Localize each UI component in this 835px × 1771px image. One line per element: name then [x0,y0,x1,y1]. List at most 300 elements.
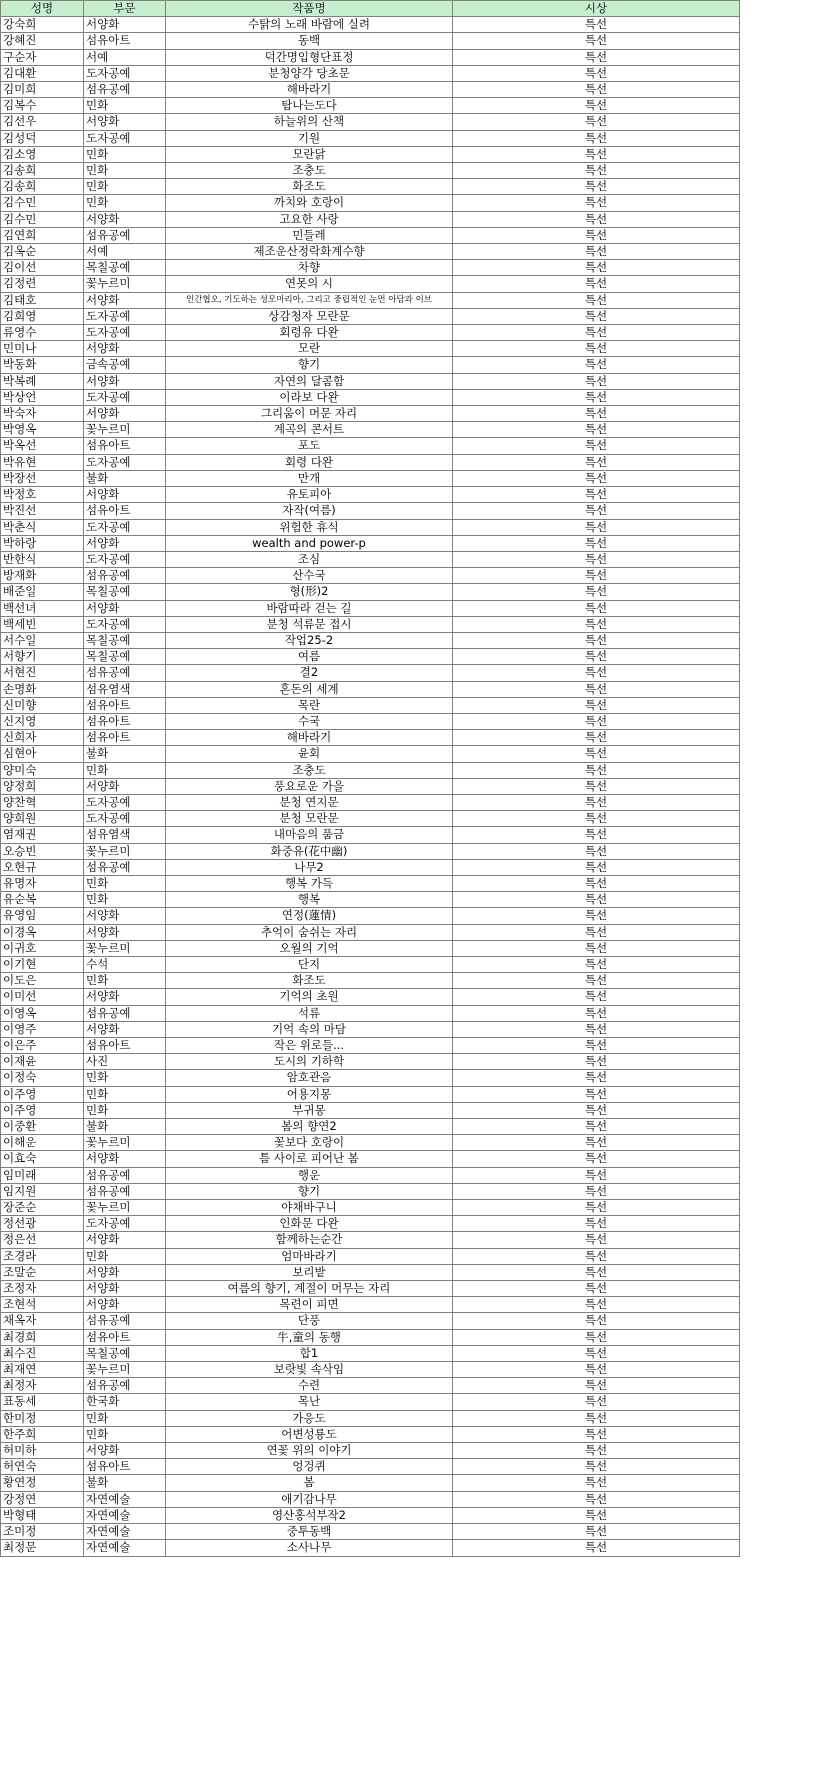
cell-name[interactable]: 유영임 [1,908,84,924]
cell-category[interactable]: 서양화 [84,600,166,616]
cell-title[interactable]: 까치와 호랑이 [166,195,453,211]
cell-name[interactable]: 박영옥 [1,422,84,438]
cell-name[interactable]: 양찬혁 [1,794,84,810]
cell-title[interactable]: 작업25-2 [166,632,453,648]
cell-title[interactable]: 조심 [166,551,453,567]
cell-category[interactable]: 민화 [84,762,166,778]
cell-name[interactable]: 박복례 [1,373,84,389]
cell-title[interactable]: wealth and power-p [166,535,453,551]
cell-title[interactable]: 도시의 기하학 [166,1054,453,1070]
cell-name[interactable]: 정선광 [1,1216,84,1232]
cell-category[interactable]: 목칠공예 [84,584,166,600]
cell-name[interactable]: 김송희 [1,163,84,179]
cell-title[interactable]: 이라보 다완 [166,389,453,405]
cell-category[interactable]: 꽃누르미 [84,276,166,292]
cell-award[interactable]: 특선 [453,1313,740,1329]
header-category[interactable]: 부문 [84,1,166,17]
cell-name[interactable]: 조경라 [1,1248,84,1264]
cell-title[interactable]: 수련 [166,1378,453,1394]
cell-award[interactable]: 특선 [453,1119,740,1135]
cell-category[interactable]: 섬유아트 [84,1038,166,1054]
cell-name[interactable]: 김미희 [1,82,84,98]
cell-category[interactable]: 섬유염색 [84,827,166,843]
cell-name[interactable]: 양미숙 [1,762,84,778]
cell-name[interactable]: 박춘식 [1,519,84,535]
cell-category[interactable]: 도자공예 [84,1216,166,1232]
cell-title[interactable]: 풍요로운 가을 [166,778,453,794]
cell-award[interactable]: 특선 [453,487,740,503]
cell-name[interactable]: 김대환 [1,65,84,81]
cell-name[interactable]: 김이선 [1,260,84,276]
cell-name[interactable]: 이도은 [1,973,84,989]
cell-title[interactable]: 목란 [166,697,453,713]
cell-award[interactable]: 특선 [453,989,740,1005]
cell-award[interactable]: 특선 [453,956,740,972]
cell-category[interactable]: 목칠공예 [84,260,166,276]
cell-category[interactable]: 서양화 [84,778,166,794]
cell-name[interactable]: 이기현 [1,956,84,972]
cell-title[interactable]: 내마음의 품금 [166,827,453,843]
cell-award[interactable]: 특선 [453,179,740,195]
cell-title[interactable]: 화조도 [166,973,453,989]
cell-award[interactable]: 특선 [453,1102,740,1118]
header-name[interactable]: 성명 [1,1,84,17]
cell-name[interactable]: 박장선 [1,470,84,486]
cell-award[interactable]: 특선 [453,1151,740,1167]
cell-name[interactable]: 김수민 [1,195,84,211]
cell-name[interactable]: 박상언 [1,389,84,405]
cell-name[interactable]: 신희자 [1,730,84,746]
cell-title[interactable]: 합1 [166,1345,453,1361]
cell-category[interactable]: 섬유염색 [84,681,166,697]
cell-name[interactable]: 염재권 [1,827,84,843]
cell-award[interactable]: 특선 [453,1491,740,1507]
cell-award[interactable]: 특선 [453,568,740,584]
cell-award[interactable]: 특선 [453,211,740,227]
cell-name[interactable]: 박형태 [1,1507,84,1523]
cell-category[interactable]: 서양화 [84,17,166,33]
cell-title[interactable]: 만개 [166,470,453,486]
cell-category[interactable]: 도자공예 [84,519,166,535]
cell-award[interactable]: 특선 [453,1329,740,1345]
cell-award[interactable]: 특선 [453,1507,740,1523]
cell-title[interactable]: 단풍 [166,1313,453,1329]
cell-category[interactable]: 서양화 [84,924,166,940]
cell-category[interactable]: 섬유공예 [84,665,166,681]
cell-award[interactable]: 특선 [453,114,740,130]
cell-name[interactable]: 조정자 [1,1281,84,1297]
cell-name[interactable]: 조말순 [1,1264,84,1280]
cell-name[interactable]: 이영주 [1,1021,84,1037]
cell-name[interactable]: 이주영 [1,1086,84,1102]
cell-title[interactable]: 인화문 다완 [166,1216,453,1232]
cell-title[interactable]: 화조도 [166,179,453,195]
cell-title[interactable]: 그리움이 머문 자리 [166,406,453,422]
cell-name[interactable]: 서현진 [1,665,84,681]
cell-name[interactable]: 김정련 [1,276,84,292]
cell-award[interactable]: 특선 [453,551,740,567]
cell-title[interactable]: 단지 [166,956,453,972]
cell-category[interactable]: 민화 [84,98,166,114]
cell-name[interactable]: 유명자 [1,875,84,891]
cell-title[interactable]: 오월의 기억 [166,940,453,956]
cell-category[interactable]: 자연예술 [84,1524,166,1540]
cell-name[interactable]: 이경옥 [1,924,84,940]
cell-award[interactable]: 특선 [453,730,740,746]
cell-name[interactable]: 이재윤 [1,1054,84,1070]
cell-title[interactable]: 엉겅퀴 [166,1459,453,1475]
header-award[interactable]: 시상 [453,1,740,17]
cell-name[interactable]: 신지영 [1,713,84,729]
cell-title[interactable]: 애기감나무 [166,1491,453,1507]
cell-title[interactable]: 여름의 향기, 계절이 머무는 자리 [166,1281,453,1297]
cell-title[interactable]: 모란 [166,341,453,357]
cell-title[interactable]: 연못의 시 [166,276,453,292]
cell-award[interactable]: 특선 [453,503,740,519]
cell-award[interactable]: 특선 [453,292,740,308]
cell-name[interactable]: 백선녀 [1,600,84,616]
cell-category[interactable]: 불화 [84,1475,166,1491]
cell-title[interactable]: 결2 [166,665,453,681]
cell-award[interactable]: 특선 [453,1264,740,1280]
cell-award[interactable]: 특선 [453,519,740,535]
cell-name[interactable]: 이주영 [1,1102,84,1118]
cell-award[interactable]: 특선 [453,843,740,859]
cell-title[interactable]: 해바라기 [166,82,453,98]
cell-name[interactable]: 백세빈 [1,616,84,632]
cell-category[interactable]: 민화 [84,892,166,908]
cell-title[interactable]: 자연의 달콤함 [166,373,453,389]
cell-category[interactable]: 도자공예 [84,811,166,827]
cell-name[interactable]: 허연숙 [1,1459,84,1475]
cell-award[interactable]: 특선 [453,82,740,98]
cell-title[interactable]: 추억이 숨쉬는 자리 [166,924,453,940]
cell-category[interactable]: 서양화 [84,292,166,308]
cell-award[interactable]: 특선 [453,973,740,989]
cell-award[interactable]: 특선 [453,1378,740,1394]
cell-award[interactable]: 특선 [453,827,740,843]
cell-title[interactable]: 자작(여름) [166,503,453,519]
cell-category[interactable]: 서양화 [84,1281,166,1297]
cell-category[interactable]: 민화 [84,1248,166,1264]
cell-award[interactable]: 특선 [453,535,740,551]
cell-title[interactable]: 혼돈의 세계 [166,681,453,697]
cell-name[interactable]: 조미정 [1,1524,84,1540]
cell-award[interactable]: 특선 [453,600,740,616]
cell-category[interactable]: 불화 [84,1119,166,1135]
cell-category[interactable]: 섬유공예 [84,82,166,98]
cell-category[interactable]: 섬유공예 [84,1167,166,1183]
cell-title[interactable]: 분청 모란문 [166,811,453,827]
cell-name[interactable]: 방재화 [1,568,84,584]
cell-title[interactable]: 가응도 [166,1410,453,1426]
cell-name[interactable]: 오현규 [1,859,84,875]
cell-title[interactable]: 소사나무 [166,1540,453,1556]
cell-name[interactable]: 박숙자 [1,406,84,422]
cell-title[interactable]: 여름 [166,649,453,665]
cell-title[interactable]: 기억의 초원 [166,989,453,1005]
cell-title[interactable]: 인간협오, 기도하는 성모마리아, 그리고 중립적인 눈먼 아담과 이브 [166,292,453,308]
cell-title[interactable]: 회령 다완 [166,454,453,470]
cell-award[interactable]: 특선 [453,1005,740,1021]
cell-title[interactable]: 해바라기 [166,730,453,746]
cell-title[interactable]: 牛,童의 동행 [166,1329,453,1345]
cell-award[interactable]: 특선 [453,17,740,33]
cell-category[interactable]: 꽃누르미 [84,843,166,859]
cell-category[interactable]: 섬유아트 [84,713,166,729]
cell-title[interactable]: 행복 가득 [166,875,453,891]
cell-award[interactable]: 특선 [453,584,740,600]
cell-name[interactable]: 최정문 [1,1540,84,1556]
cell-award[interactable]: 특선 [453,33,740,49]
cell-category[interactable]: 목칠공예 [84,649,166,665]
cell-award[interactable]: 특선 [453,163,740,179]
cell-award[interactable]: 특선 [453,665,740,681]
cell-category[interactable]: 서양화 [84,487,166,503]
cell-award[interactable]: 특선 [453,1086,740,1102]
cell-title[interactable]: 분청 연지문 [166,794,453,810]
cell-award[interactable]: 특선 [453,1443,740,1459]
cell-category[interactable]: 도자공예 [84,454,166,470]
cell-category[interactable]: 도자공예 [84,389,166,405]
cell-category[interactable]: 수석 [84,956,166,972]
cell-category[interactable]: 섬유아트 [84,697,166,713]
cell-name[interactable]: 김수민 [1,211,84,227]
cell-name[interactable]: 최정자 [1,1378,84,1394]
header-title[interactable]: 작품명 [166,1,453,17]
cell-award[interactable]: 특선 [453,65,740,81]
cell-category[interactable]: 서예 [84,49,166,65]
cell-title[interactable]: 위험한 휴식 [166,519,453,535]
cell-category[interactable]: 서양화 [84,114,166,130]
cell-title[interactable]: 행복 [166,892,453,908]
cell-title[interactable]: 하늘위의 산책 [166,114,453,130]
cell-name[interactable]: 이귀호 [1,940,84,956]
cell-category[interactable]: 꽃누르미 [84,940,166,956]
cell-name[interactable]: 배준일 [1,584,84,600]
cell-title[interactable]: 꽃보다 호랑이 [166,1135,453,1151]
cell-category[interactable]: 사진 [84,1054,166,1070]
cell-title[interactable]: 향기 [166,1183,453,1199]
cell-title[interactable]: 행운 [166,1167,453,1183]
cell-name[interactable]: 이중환 [1,1119,84,1135]
cell-category[interactable]: 섬유공예 [84,859,166,875]
cell-title[interactable]: 조충도 [166,762,453,778]
cell-name[interactable]: 조현석 [1,1297,84,1313]
cell-award[interactable]: 특선 [453,1410,740,1426]
cell-award[interactable]: 특선 [453,308,740,324]
cell-award[interactable]: 특선 [453,244,740,260]
cell-name[interactable]: 박옥선 [1,438,84,454]
cell-name[interactable]: 표동세 [1,1394,84,1410]
cell-category[interactable]: 민화 [84,163,166,179]
cell-name[interactable]: 김태호 [1,292,84,308]
cell-title[interactable]: 목난 [166,1394,453,1410]
cell-title[interactable]: 윤회 [166,746,453,762]
cell-award[interactable]: 특선 [453,1475,740,1491]
cell-name[interactable]: 박유현 [1,454,84,470]
cell-category[interactable]: 민화 [84,195,166,211]
cell-award[interactable]: 특선 [453,1216,740,1232]
cell-name[interactable]: 류영수 [1,325,84,341]
cell-award[interactable]: 특선 [453,1426,740,1442]
cell-name[interactable]: 박하랑 [1,535,84,551]
cell-category[interactable]: 목칠공예 [84,632,166,648]
cell-name[interactable]: 양정희 [1,778,84,794]
cell-category[interactable]: 민화 [84,179,166,195]
cell-title[interactable]: 봄 [166,1475,453,1491]
cell-name[interactable]: 김선우 [1,114,84,130]
cell-name[interactable]: 김연희 [1,227,84,243]
cell-award[interactable]: 특선 [453,811,740,827]
cell-name[interactable]: 양희원 [1,811,84,827]
cell-award[interactable]: 특선 [453,1038,740,1054]
cell-category[interactable]: 섬유공예 [84,1183,166,1199]
cell-name[interactable]: 유순복 [1,892,84,908]
cell-category[interactable]: 서양화 [84,1297,166,1313]
cell-category[interactable]: 서양화 [84,1443,166,1459]
cell-category[interactable]: 목칠공예 [84,1345,166,1361]
cell-award[interactable]: 특선 [453,1281,740,1297]
cell-award[interactable]: 특선 [453,1459,740,1475]
cell-award[interactable]: 특선 [453,762,740,778]
cell-award[interactable]: 특선 [453,422,740,438]
cell-award[interactable]: 특선 [453,1200,740,1216]
cell-title[interactable]: 회령유 다완 [166,325,453,341]
cell-award[interactable]: 특선 [453,389,740,405]
cell-title[interactable]: 형(形)2 [166,584,453,600]
cell-award[interactable]: 특선 [453,276,740,292]
cell-award[interactable]: 특선 [453,681,740,697]
cell-category[interactable]: 도자공예 [84,308,166,324]
cell-category[interactable]: 섬유공예 [84,227,166,243]
cell-title[interactable]: 포도 [166,438,453,454]
cell-category[interactable]: 민화 [84,973,166,989]
cell-category[interactable]: 섬유아트 [84,1459,166,1475]
cell-name[interactable]: 임지원 [1,1183,84,1199]
cell-award[interactable]: 특선 [453,1183,740,1199]
cell-name[interactable]: 허미하 [1,1443,84,1459]
cell-title[interactable]: 고요한 사랑 [166,211,453,227]
cell-category[interactable]: 서양화 [84,406,166,422]
cell-category[interactable]: 민화 [84,1410,166,1426]
cell-title[interactable]: 분청 석류문 접시 [166,616,453,632]
cell-award[interactable]: 특선 [453,794,740,810]
cell-name[interactable]: 민미나 [1,341,84,357]
cell-category[interactable]: 꽃누르미 [84,1135,166,1151]
cell-award[interactable]: 특선 [453,195,740,211]
cell-name[interactable]: 김복수 [1,98,84,114]
cell-category[interactable]: 서양화 [84,1232,166,1248]
cell-title[interactable]: 덕간명입형단표정 [166,49,453,65]
cell-name[interactable]: 박진선 [1,503,84,519]
cell-category[interactable]: 금속공예 [84,357,166,373]
cell-category[interactable]: 도자공예 [84,325,166,341]
cell-name[interactable]: 김소영 [1,146,84,162]
cell-award[interactable]: 특선 [453,1232,740,1248]
cell-category[interactable]: 자연예술 [84,1507,166,1523]
cell-title[interactable]: 틈 사이로 피어난 봄 [166,1151,453,1167]
cell-award[interactable]: 특선 [453,697,740,713]
cell-category[interactable]: 꽃누르미 [84,1200,166,1216]
cell-award[interactable]: 특선 [453,325,740,341]
cell-award[interactable]: 특선 [453,373,740,389]
cell-category[interactable]: 민화 [84,1102,166,1118]
cell-award[interactable]: 특선 [453,649,740,665]
cell-name[interactable]: 김송희 [1,179,84,195]
cell-title[interactable]: 중투동백 [166,1524,453,1540]
cell-name[interactable]: 박정호 [1,487,84,503]
cell-name[interactable]: 심현아 [1,746,84,762]
cell-name[interactable]: 반한식 [1,551,84,567]
cell-name[interactable]: 한주희 [1,1426,84,1442]
cell-name[interactable]: 임미래 [1,1167,84,1183]
cell-name[interactable]: 김희영 [1,308,84,324]
cell-title[interactable]: 탐나는도다 [166,98,453,114]
cell-name[interactable]: 한미정 [1,1410,84,1426]
cell-name[interactable]: 최경희 [1,1329,84,1345]
cell-name[interactable]: 최수진 [1,1345,84,1361]
cell-name[interactable]: 이은주 [1,1038,84,1054]
cell-title[interactable]: 영산홍석부작2 [166,1507,453,1523]
cell-award[interactable]: 특선 [453,1524,740,1540]
cell-award[interactable]: 특선 [453,130,740,146]
cell-category[interactable]: 도자공예 [84,616,166,632]
cell-award[interactable]: 특선 [453,357,740,373]
cell-title[interactable]: 봄의 향연2 [166,1119,453,1135]
cell-award[interactable]: 특선 [453,892,740,908]
cell-title[interactable]: 야채바구니 [166,1200,453,1216]
cell-category[interactable]: 꽃누르미 [84,1362,166,1378]
cell-title[interactable]: 모란닭 [166,146,453,162]
cell-award[interactable]: 특선 [453,1167,740,1183]
cell-title[interactable]: 유토피아 [166,487,453,503]
cell-title[interactable]: 바람따라 걷는 길 [166,600,453,616]
cell-award[interactable]: 특선 [453,1021,740,1037]
cell-award[interactable]: 특선 [453,146,740,162]
cell-category[interactable]: 섬유아트 [84,503,166,519]
cell-title[interactable]: 상감청자 모란문 [166,308,453,324]
cell-award[interactable]: 특선 [453,438,740,454]
cell-name[interactable]: 이해운 [1,1135,84,1151]
cell-award[interactable]: 특선 [453,1362,740,1378]
cell-name[interactable]: 서수일 [1,632,84,648]
cell-award[interactable]: 특선 [453,1248,740,1264]
cell-title[interactable]: 기억 속의 마담 [166,1021,453,1037]
cell-name[interactable]: 장준순 [1,1200,84,1216]
cell-category[interactable]: 민화 [84,146,166,162]
cell-category[interactable]: 불화 [84,746,166,762]
cell-title[interactable]: 엄마바라기 [166,1248,453,1264]
cell-category[interactable]: 민화 [84,1426,166,1442]
cell-award[interactable]: 특선 [453,227,740,243]
cell-title[interactable]: 제조운산정락화계수향 [166,244,453,260]
cell-title[interactable]: 조충도 [166,163,453,179]
cell-title[interactable]: 동백 [166,33,453,49]
cell-title[interactable]: 함께하는순간 [166,1232,453,1248]
cell-title[interactable]: 수탉의 노래 바람에 실려 [166,17,453,33]
cell-category[interactable]: 도자공예 [84,65,166,81]
cell-category[interactable]: 한국화 [84,1394,166,1410]
cell-category[interactable]: 꽃누르미 [84,422,166,438]
cell-name[interactable]: 정은선 [1,1232,84,1248]
cell-category[interactable]: 서양화 [84,1151,166,1167]
cell-category[interactable]: 서양화 [84,373,166,389]
cell-title[interactable]: 향기 [166,357,453,373]
cell-category[interactable]: 서양화 [84,908,166,924]
cell-name[interactable]: 구순자 [1,49,84,65]
cell-category[interactable]: 섬유공예 [84,568,166,584]
